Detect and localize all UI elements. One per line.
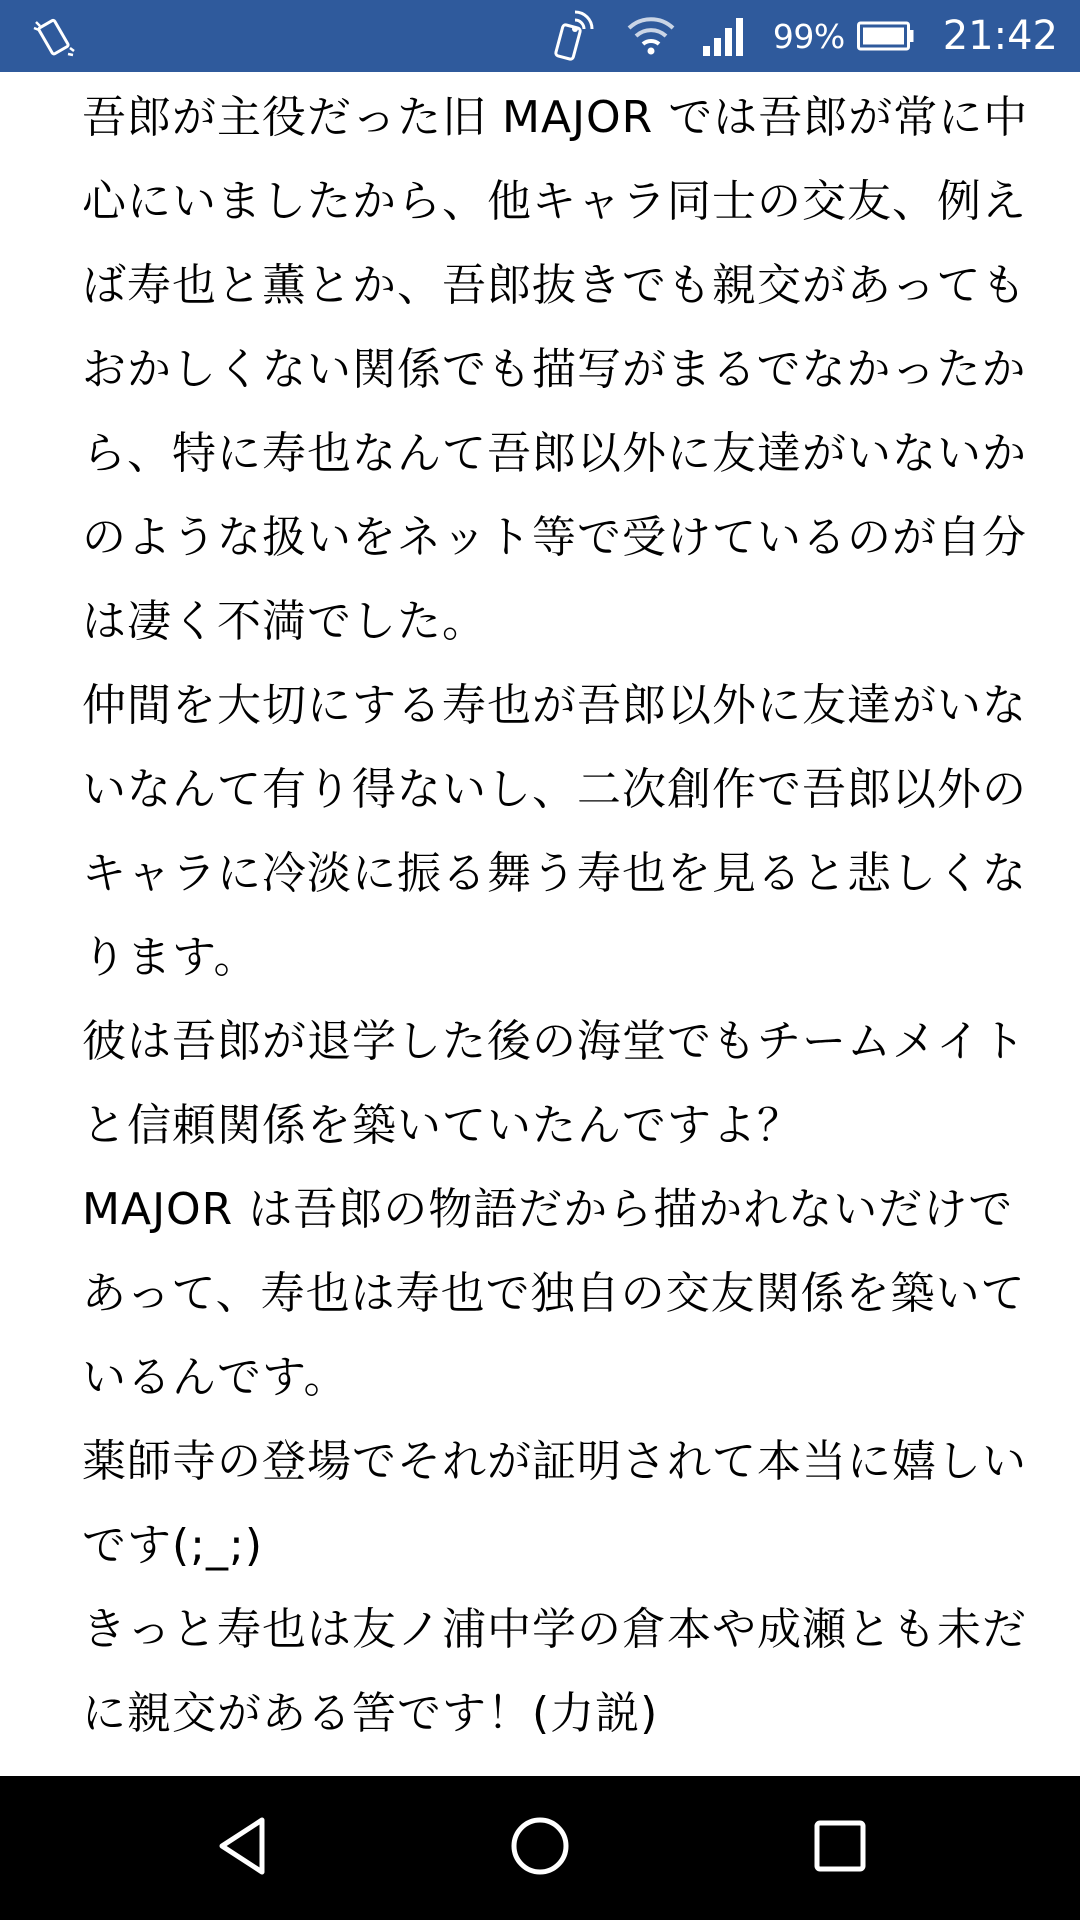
paragraph: 彼は吾郎が退学した後の海堂でもチームメイトと信頼関係を築いていたんですよ？ [82, 1016, 1027, 1151]
status-icons [551, 0, 1058, 72]
back-button[interactable] [206, 1812, 278, 1884]
home-icon [510, 1816, 570, 1880]
battery-icon [857, 20, 915, 52]
home-button[interactable] [504, 1812, 576, 1884]
paragraph: きっと寿也は友ノ浦中学の倉本や成瀬とも未だに親交がある筈です！(力説) [82, 1604, 1027, 1739]
recent-apps-button[interactable] [804, 1812, 876, 1884]
wifi-icon [627, 16, 675, 56]
back-icon [214, 1816, 270, 1880]
status-clock: 21:42 [942, 13, 1058, 59]
navigation-bar [0, 1776, 1080, 1920]
paragraph: MAJOR は吾郎の物語だから描かれないだけであって、寿也は寿也で独自の交友関係を築いているんです。 [82, 1184, 1026, 1403]
signal-icon [701, 16, 747, 56]
article-body [82, 72, 1040, 1776]
status-bar [0, 0, 1080, 72]
nfc-icon [551, 10, 601, 62]
battery-percentage: 99% [772, 16, 845, 56]
paragraph: 仲間を大切にする寿也が吾郎以外に友達がいないなんて有り得ないし、二次創作で吾郎以外のキャラに冷淡に振る舞う寿也を見ると悲しくなります。 [82, 680, 1027, 983]
paragraph: 薬師寺の登場でそれが証明されて本当に嬉しいです(;_;) [82, 1436, 1027, 1571]
screen-rotate-icon [30, 14, 78, 58]
paragraph: 吾郎が主役だった旧 MAJOR では吾郎が常に中心にいましたから、他キャラ同士の交友、例えば寿也と薫とか、吾郎抜きでも親交があってもおかしくない関係でも描写がまるでなかったから、特に寿也なんて吾郎以外に友達がいないかのような扱いをネット等で受けているのが自分は凄く不満でした。 [82, 92, 1029, 647]
recent-apps-icon [812, 1818, 868, 1878]
